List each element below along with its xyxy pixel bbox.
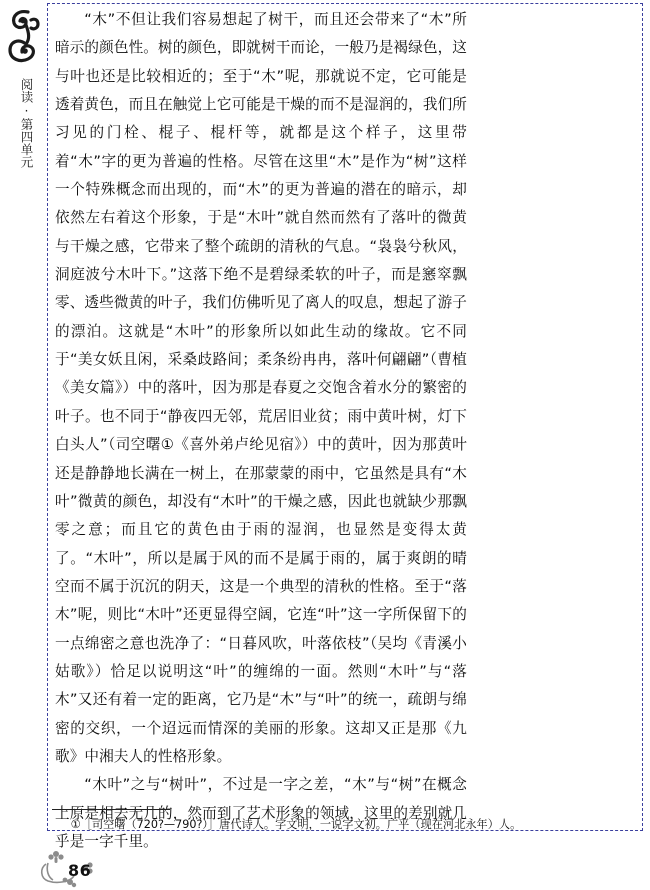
scroll-flourish-ornament-icon <box>4 6 44 68</box>
page-number-ornament <box>24 848 134 888</box>
footnote-separator-rule <box>52 809 170 810</box>
body-paragraph: “木叶”之与“树叶”，不过是一字之差，“木”与“树”在概念上原是相去无几的，然而到了艺术形象的领域，这里的差别就几乎是一字千里。 <box>55 776 467 850</box>
left-margin-rail <box>0 0 47 840</box>
body-paragraph: “木”不但让我们容易想起了树干，而且还会带来了“木”所暗示的颜色性。树的颜色，即就树干而论，一般乃是褐绿色，这与叶也还是比较相近的；至于“木”呢，那就说不定，它可能是透着黄色，而且在触觉上它可能是干燥的而不是湿润的，我们所习见的门栓、棍子、棍杆等，就都是这个样子，这里带着“木”字的更为普遍的性格。尽管在这里“木”是作为“树”这样一个特殊概念而出现的，而“木”的更为普遍的潜在的暗示，却依然左右着这个形象，于是“木叶”就自然而然有了落叶的微黄与干燥之感，它带来了整个疏朗的清秋的气息。“袅袅兮秋风，洞庭波兮木叶下。”这落下绝不是碧绿柔软的叶子，而是窸窣飘零、透些微黄的叶子，我们仿佛听见了离人的叹息，想起了游子的漂泊。这就是“木叶”的形象所以如此生动的缘故。它不同于“美女妖且闲，采桑歧路间；柔条纷冉冉，落叶何翩翩”（曹植《美女篇》）中的落叶，因为那是春夏之交饱含着水分的繁密的叶子。也不同于“静夜四无邻，荒居旧业贫；雨中黄叶树，灯下白头人”（司空曙①《喜外弟卢纶见宿》）中的黄叶，因为那黄叶还是静静地长满在一树上，在那蒙蒙的雨中，它虽然是具有“木叶”微黄的颜色，却没有“木叶”的干燥之感，因此也就缺少那飘零之意；而且它的黄色由于雨的湿润，也显然是变得太黄了。“木叶”，所以是属于风的而不是属于雨的，属于爽朗的晴空而不属于沉沉的阴天，这是一个典型的清秋的性格。至于“落木”呢，则比“木叶”还更显得空阔，它连“叶”这一字所保留下的一点绵密之意也洗净了：“日暮风吹，叶落依枝”（吴均《青溪小姑歌》）恰足以说明这“叶”的缠绵的一面。然则“木叶”与“落木”又还有着一定的距离，它乃是“木”与“叶”的统一，疏朗与绵密的交织，一个迢远而情深的美丽的形象。这却又正是那《九歌》中湘夫人的性格形象。 <box>55 11 467 765</box>
page-number: 86 <box>68 861 92 880</box>
body-text-column <box>55 6 467 856</box>
footnote-marker: ① <box>70 818 81 831</box>
footnote-text: ［司空曙（720?—790?）］唐代诗人。字文明，一说字文初。广平（现在河北永年）人。 <box>80 818 522 831</box>
footnote-entry <box>55 817 525 833</box>
section-label-vertical: 阅读·第四单元 <box>19 78 34 168</box>
